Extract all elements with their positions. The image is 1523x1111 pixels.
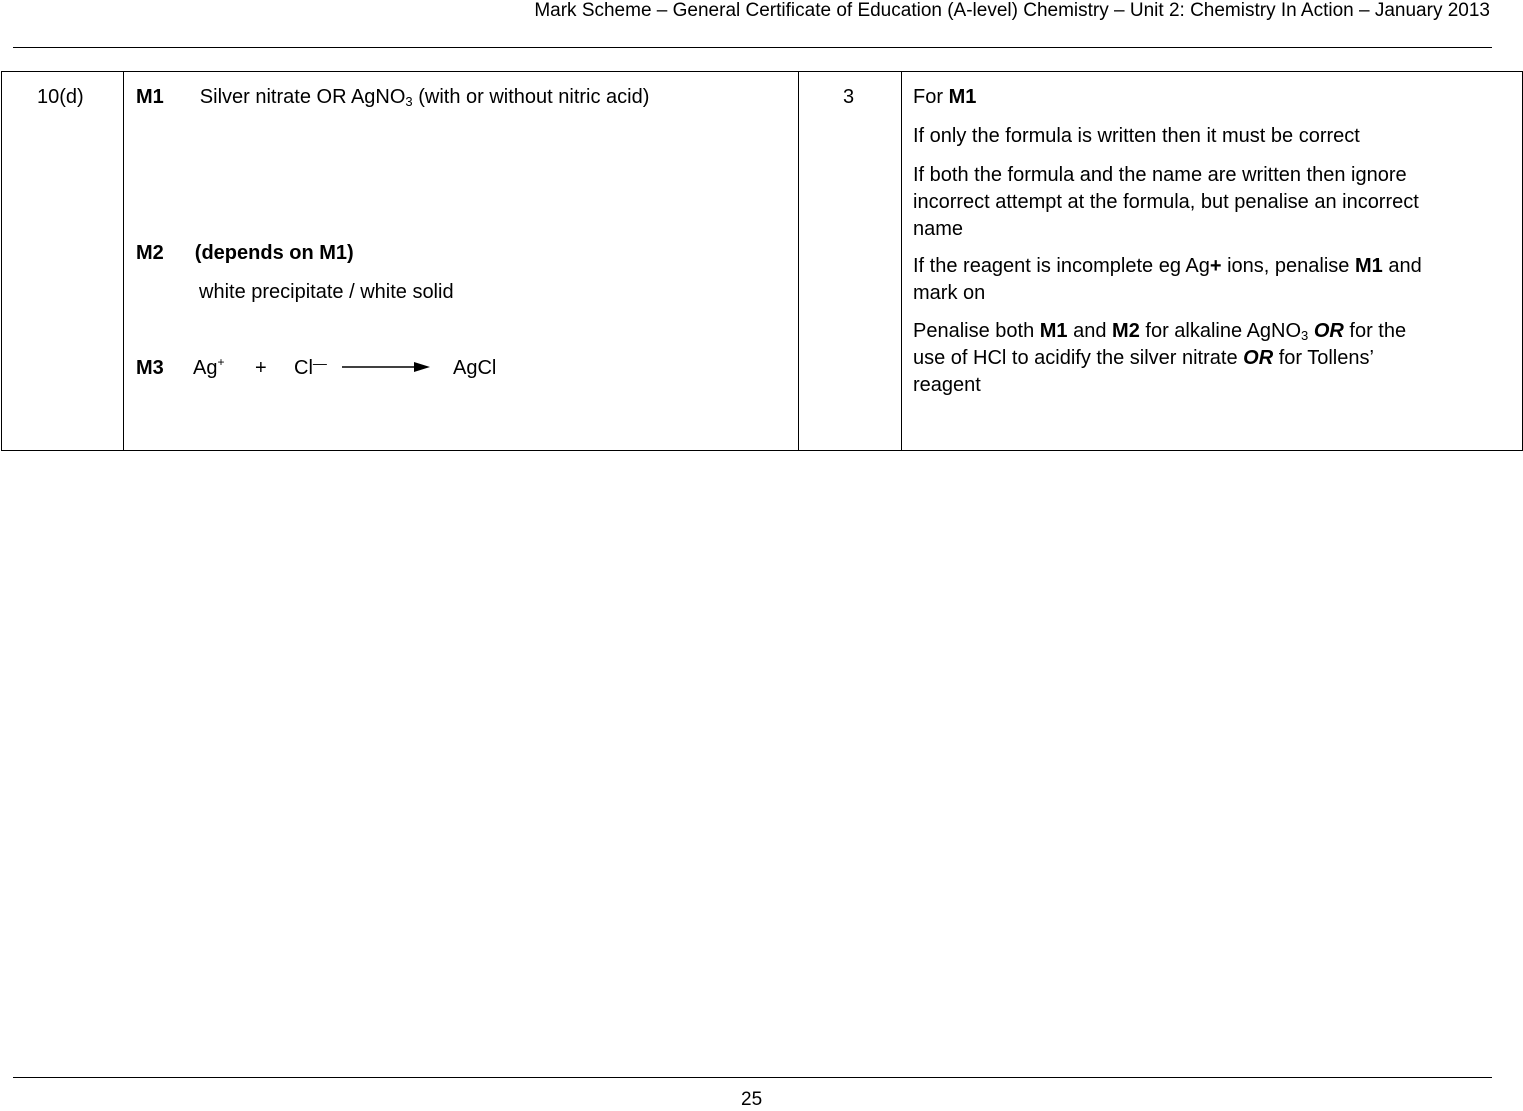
m3-product: AgCl <box>453 357 497 379</box>
m2-text: white precipitate / white solid <box>199 281 454 303</box>
guidance-paragraph <box>913 318 1513 399</box>
guidance-text: M1 <box>1354 255 1383 277</box>
footer-divider <box>13 1077 1492 1078</box>
guidance-text: If the reagent is incomplete eg Ag <box>913 255 1210 277</box>
m3-label: M3 <box>136 357 164 379</box>
ag-symbol: Ag <box>193 357 218 379</box>
m1-subscript: 3 <box>405 94 413 109</box>
column-divider <box>798 72 799 450</box>
guidance-text: use of HCl to acidify the silver nitrate <box>913 347 1244 369</box>
guidance-text: M1 <box>948 86 977 108</box>
guidance-text: If only the formula is written then it must be correct <box>913 125 1360 147</box>
question-number: 10(d) <box>37 86 84 108</box>
guidance-text: name <box>913 218 964 240</box>
guidance-text: For <box>913 86 949 108</box>
guidance-paragraph <box>913 162 1513 243</box>
column-divider <box>123 72 124 450</box>
page-header: Mark Scheme – General Certificate of Education (A-level) Chemistry – Unit 2: Chemistry In Action – January 2013 <box>534 0 1490 21</box>
guidance-text: incorrect attempt at the formula, but penalise an incorrect <box>913 191 1419 213</box>
m2-condition: (depends on M1) <box>194 242 354 264</box>
guidance-text: for alkaline AgNO <box>1139 320 1302 342</box>
guidance-line <box>913 372 1513 399</box>
m3-plus: + <box>255 357 267 379</box>
guidance-text: OR <box>1243 347 1274 369</box>
guidance-line <box>913 189 1513 216</box>
guidance-text: ions, penalise <box>1221 255 1355 277</box>
column-divider <box>901 72 902 450</box>
m1-text: Silver nitrate OR AgNO <box>199 86 406 108</box>
m3-equation <box>136 357 164 380</box>
guidance-text: for Tollens’ <box>1273 347 1374 369</box>
guidance-text: If both the formula and the name are written then ignore <box>913 164 1407 186</box>
guidance-text: and <box>1067 320 1113 342</box>
guidance-line <box>913 162 1513 189</box>
guidance-text: reagent <box>913 374 981 396</box>
guidance-line <box>913 253 1513 280</box>
guidance-line <box>913 345 1513 372</box>
guidance-text: mark on <box>913 282 986 304</box>
guidance-text: M1 <box>1039 320 1068 342</box>
guidance-paragraph <box>913 84 1513 111</box>
m1-label: M1 <box>136 86 164 108</box>
m3-reactant-cl <box>294 357 327 380</box>
ag-charge: + <box>217 355 225 369</box>
guidance-text: + <box>1209 255 1222 277</box>
cl-charge: — <box>312 355 327 371</box>
guidance-text: for the <box>1343 320 1407 342</box>
guidance-paragraph <box>913 253 1513 307</box>
marks-value: 3 <box>843 86 855 108</box>
guidance-line <box>913 216 1513 243</box>
guidance-text: OR <box>1313 320 1344 342</box>
guidance-paragraph <box>913 123 1513 150</box>
m2-answer <box>136 242 354 265</box>
m1-answer <box>136 86 649 109</box>
guidance-text: and <box>1382 255 1422 277</box>
page-number: 25 <box>741 1089 763 1110</box>
guidance-text: M2 <box>1112 320 1140 342</box>
m1-text-tail: (with or without nitric acid) <box>412 86 650 108</box>
m3-reactant-ag <box>193 357 224 380</box>
reaction-arrow-icon <box>342 360 430 374</box>
guidance-text: 3 <box>1301 328 1309 343</box>
guidance-line <box>913 280 1513 307</box>
guidance-line <box>913 84 1513 111</box>
guidance-line <box>913 123 1513 150</box>
header-divider <box>13 47 1492 48</box>
guidance-line <box>913 318 1513 345</box>
guidance-text: Penalise both <box>913 320 1040 342</box>
cl-symbol: Cl <box>294 357 313 379</box>
m2-label: M2 <box>136 242 164 264</box>
